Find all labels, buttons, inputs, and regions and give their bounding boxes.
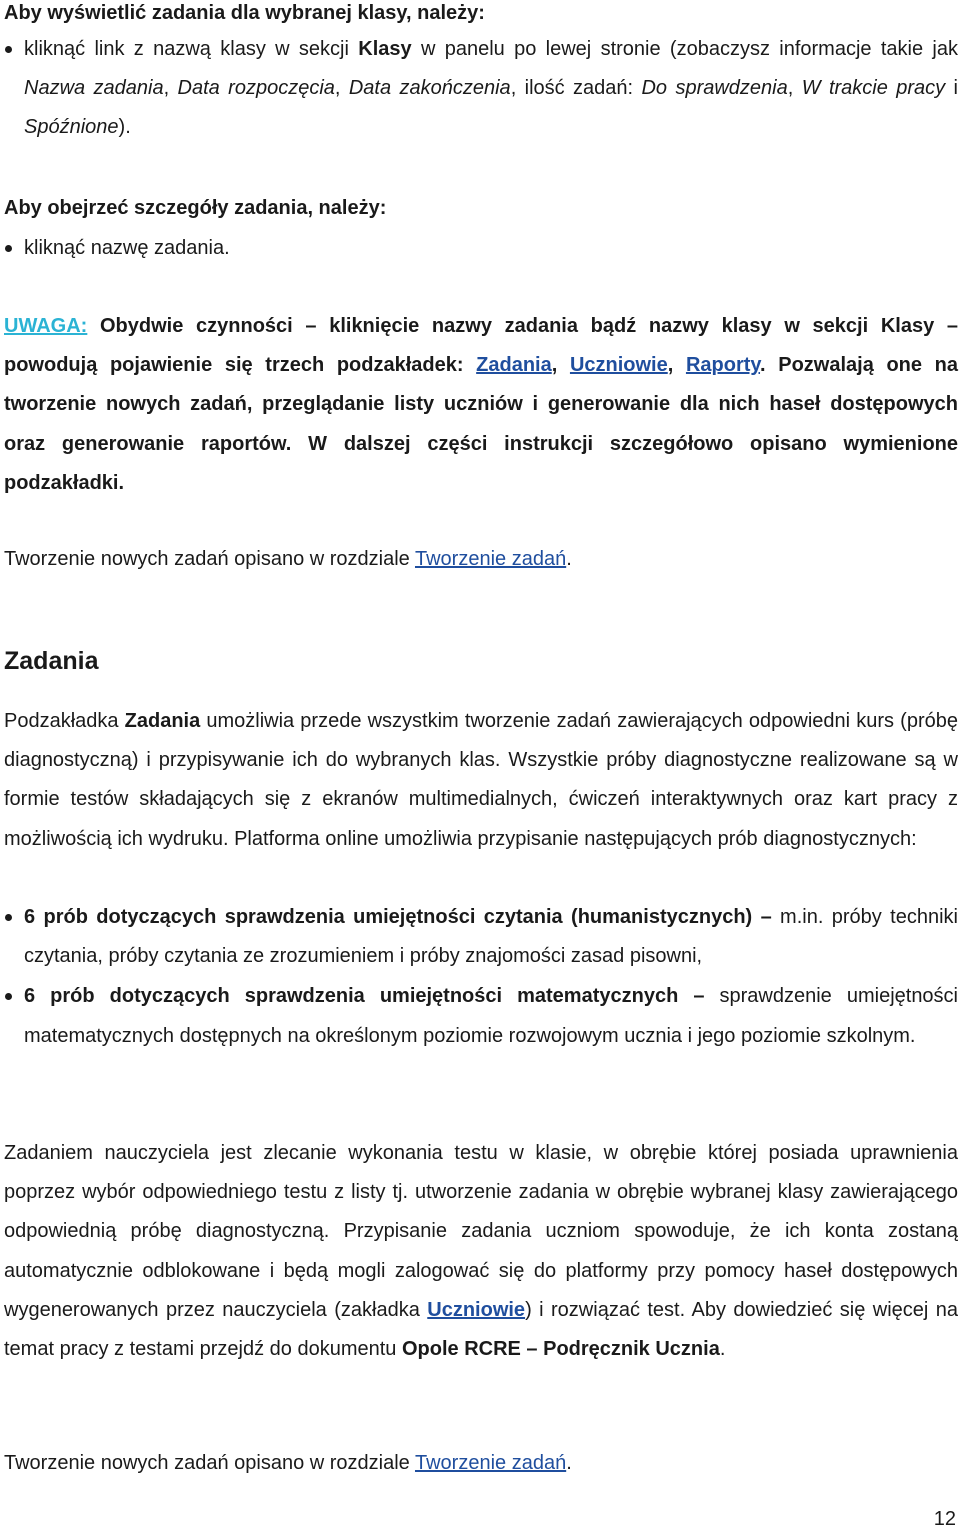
text: kliknąć link z nazwą klasy w sekcji xyxy=(24,38,359,60)
section-title-task-details: Aby obejrzeć szczegóły zadania, należy: xyxy=(4,197,387,219)
link-zadania[interactable]: Zadania xyxy=(476,354,552,377)
uwaga-label: UWAGA: xyxy=(4,315,88,337)
tests-bullet-list xyxy=(4,898,958,1056)
page-number: 12 xyxy=(933,1508,956,1530)
uwaga-note: UWAGA: Obydwie czynności – kliknięcie nazwy zadania bądź nazwy klasy w sekcji Klasy – powodują pojawienie się trzech podzakładek: Zadania, Uczniowie, Raporty. Pozwalają one na tworzenie nowych zadań, przeglądanie listy uczniów i generowanie dla nich haseł dostępowych oraz generowanie raportów. W dalszej części instrukcji szczegółowo opisano wymienione podzakładki. xyxy=(4,315,958,494)
term: Data zakończenia xyxy=(348,77,511,100)
list-item: 6 prób dotyczących sprawdzenia umiejętności matematycznych – sprawdzenie umiejętności matematycznych dostępnych na określonym poziomie rozwojowym ucznia i jego poziomie szkolnym. xyxy=(4,977,958,1055)
reference-paragraph: Tworzenie nowych zadań opisano w rozdziale Tworzenie zadań. xyxy=(4,1452,572,1474)
text: w panelu po lewej stronie (zobaczysz informacje takie jak xyxy=(411,38,958,60)
klasy-term: Klasy xyxy=(358,38,412,60)
term: W trakcie pracy xyxy=(801,77,946,100)
section-title-show-tasks: Aby wyświetlić zadania dla wybranej klasy, należy: xyxy=(4,2,485,24)
reference-paragraph: Tworzenie nowych zadań opisano w rozdziale Tworzenie zadań. xyxy=(4,548,572,570)
document-name: Opole RCRE – Podręcznik Ucznia xyxy=(401,1338,720,1361)
term: Do sprawdzenia xyxy=(641,77,788,100)
text: . Pozwalają one na tworzenie nowych zadań, przeglądanie listy uczniów i generowanie dla nich haseł dostępowych oraz generowanie raportów. W dalszej części instrukcji szczegółowo opisano wymienione podzakładki. xyxy=(4,354,958,494)
zadania-term: Zadania xyxy=(124,710,201,732)
list-item: 6 prób dotyczących sprawdzenia umiejętności czytania (humanistycznych) – m.in. próby techniki czytania, próby czytania ze zrozumieniem i próby znajomości zasad pisowni, xyxy=(4,898,958,976)
link-tworzenie-zadan[interactable]: Tworzenie zadań xyxy=(414,1452,567,1474)
teacher-task-paragraph: Zadaniem nauczyciela jest zlecanie wykonania testu w klasie, w obrębie której posiada uprawnienia poprzez wybór odpowiedniego testu z listy tj. utworzenie zadania w obrębie wybranej klasy zawierającego odpowiednią próbę diagnostyczną. Przypisanie zadania uczniom spowoduje, że ich konta zostaną automatycznie odblokowane i będą mogli zalogować się do platformy przy pomocy haseł dostępowych wygenerowanych przez nauczyciela (zakładka Uczniowie) i rozwiązać test. Aby dowiedzieć się więcej na temat pracy z testami przejdź do dokumentu Opole RCRE – Podręcznik Ucznia. xyxy=(4,1142,959,1361)
bullet-list-show-tasks xyxy=(4,30,958,148)
list-item: kliknąć link z nazwą klasy w sekcji Klasy w panelu po lewej stronie (zobaczysz informacje takie jak Nazwa zadania, Data rozpoczęcia, Data zakończenia, ilość zadań: Do sprawdzenia, W trakcie pracy i Spóźnione). xyxy=(4,30,958,148)
link-uczniowie[interactable]: Uczniowie xyxy=(569,354,668,377)
list-item: kliknąć nazwę zadania. xyxy=(4,229,958,268)
link-raporty[interactable]: Raporty xyxy=(685,354,761,377)
zadania-intro-paragraph: Podzakładka Zadania umożliwia przede wszystkim tworzenie zadań zawierających odpowiedni kurs (próbę diagnostyczną) i przypisywanie ich do wybranych klas. Wszystkie próby diagnostyczne realizowane są w formie testów składających się z ekranów multimedialnych, ćwiczeń interaktywnych oraz kart pracy z możliwością ich wydruku. Platforma online umożliwia przypisanie następujących prób diagnostycznych: xyxy=(4,710,958,850)
term: Data rozpoczęcia xyxy=(177,77,335,100)
text: Obydwie czynności – kliknięcie nazwy zadania bądź nazwy klasy w sekcji Klasy – powodują pojawienie się trzech podzakładek: xyxy=(4,315,958,377)
link-tworzenie-zadan[interactable]: Tworzenie zadań xyxy=(414,548,567,570)
link-uczniowie[interactable]: Uczniowie xyxy=(427,1298,526,1321)
term: Nazwa zadania xyxy=(24,77,164,100)
section-heading-zadania: Zadania xyxy=(4,647,99,675)
term: Spóźnione xyxy=(24,116,119,139)
bullet-list-task-details xyxy=(4,229,958,268)
